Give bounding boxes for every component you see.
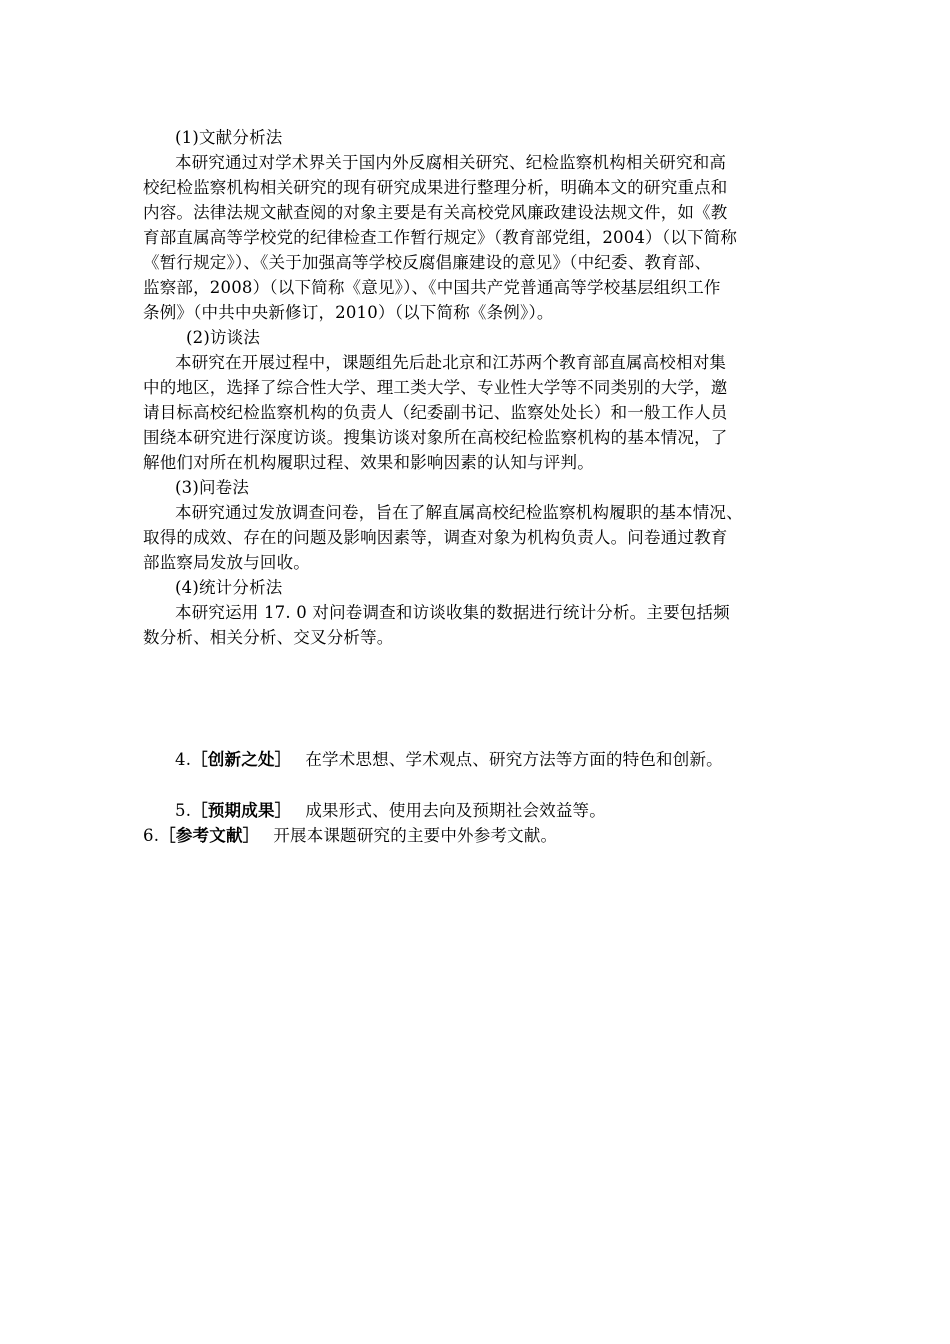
- paragraph-line: 本研究通过对学术界关于国内外反腐相关研究、纪检监察机构相关研究和高: [175, 153, 727, 172]
- paragraph-line: 校纪检监察机构相关研究的现有研究成果进行整理分析，明确本文的研究重点和: [143, 178, 728, 197]
- method2-heading: (2)访谈法: [186, 328, 261, 347]
- paragraph-line: 监察部，2008）（以下简称《意见》）、《中国共产党普通高等学校基层组织工作: [143, 278, 721, 297]
- paragraph-line: 条例》（中共中央新修订，2010）（以下简称《条例》）。: [143, 303, 554, 322]
- paragraph-line: 数分析、相关分析、交叉分析等。: [143, 628, 394, 647]
- item-text: 在学术思想、学术观点、研究方法等方面的特色和创新。: [305, 750, 723, 769]
- method3-heading: (3)问卷法: [175, 478, 250, 497]
- item-label: ［创新之处］: [191, 750, 292, 769]
- paragraph-line: 中的地区，选择了综合性大学、理工类大学、专业性大学等不同类别的大学，邀: [143, 378, 728, 397]
- method1-heading: (1)文献分析法: [175, 128, 283, 147]
- paragraph-line: 围绕本研究进行深度访谈。搜集访谈对象所在高校纪检监察机构的基本情况，了: [143, 428, 728, 447]
- item-number: 6.: [143, 826, 160, 845]
- paragraph-line: 本研究在开展过程中，课题组先后赴北京和江苏两个教育部直属高校相对集: [175, 353, 727, 372]
- paragraph-line: 请目标高校纪检监察机构的负责人（纪委副书记、监察处处长）和一般工作人员: [143, 403, 728, 422]
- paragraph-line: 部监察局发放与回收。: [143, 553, 310, 572]
- item-number: 4.: [175, 750, 192, 769]
- paragraph-line: 本研究运用 17. 0 对问卷调查和访谈收集的数据进行统计分析。主要包括频: [175, 603, 730, 622]
- paragraph-line: 解他们对所在机构履职过程、效果和影响因素的认知与评判。: [143, 453, 594, 472]
- item-number: 5.: [175, 801, 192, 820]
- results-item: [175, 799, 606, 823]
- paragraph-line: 育部直属高等学校党的纪律检查工作暂行规定》（教育部党组，2004）（以下简称: [143, 228, 738, 247]
- paragraph-line: 内容。法律法规文献查阅的对象主要是有关高校党风廉政建设法规文件，如《教: [143, 203, 728, 222]
- paragraph-line: 本研究通过发放调查问卷，旨在了解直属高校纪检监察机构履职的基本情况、: [175, 503, 743, 522]
- item-label: ［参考文献］: [159, 826, 260, 845]
- paragraph-line: 《暂行规定》）、《关于加强高等学校反腐倡廉建设的意见》（中纪委、教育部、: [143, 253, 712, 272]
- innovation-item: [175, 748, 723, 772]
- references-item: [143, 824, 557, 848]
- paragraph-line: 取得的成效、存在的问题及影响因素等，调查对象为机构负责人。问卷通过教育: [143, 528, 728, 547]
- method4-heading: (4)统计分析法: [175, 578, 283, 597]
- item-text: 成果形式、使用去向及预期社会效益等。: [305, 801, 606, 820]
- item-text: 开展本课题研究的主要中外参考文献。: [273, 826, 558, 845]
- item-label: ［预期成果］: [191, 801, 292, 820]
